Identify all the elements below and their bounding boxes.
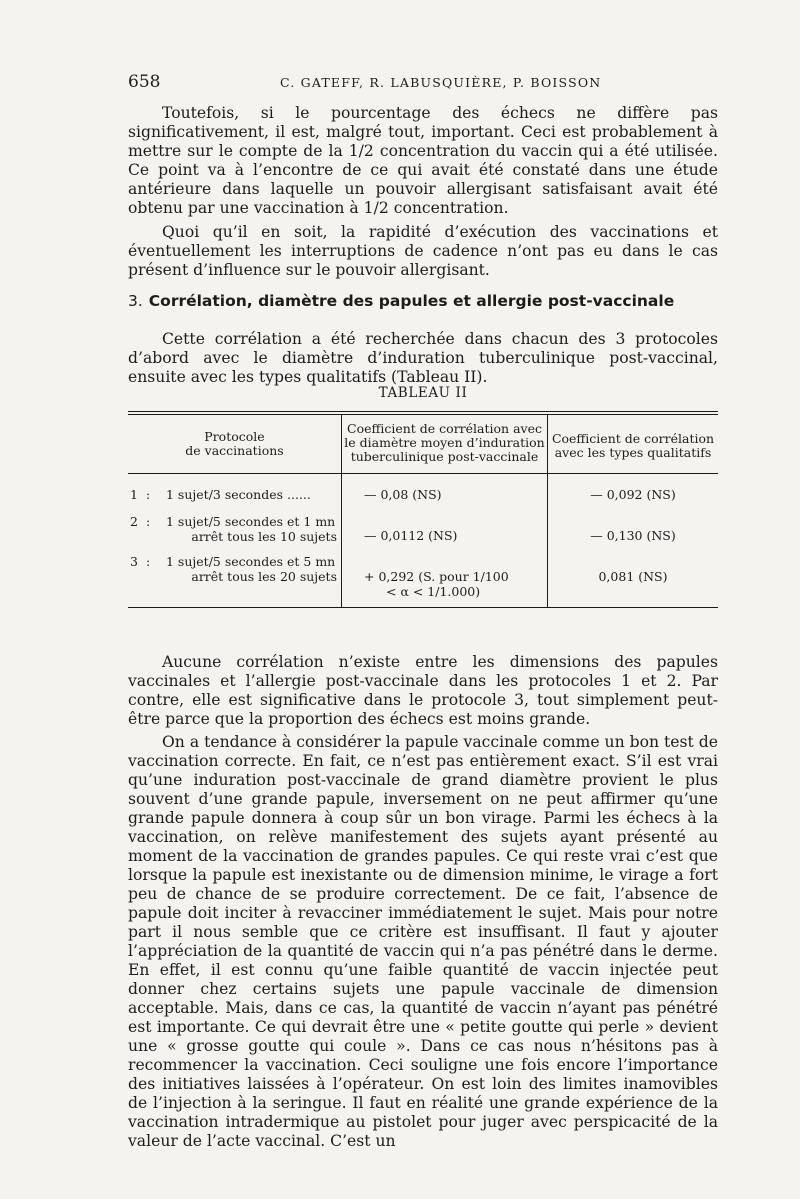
- row-corr-types: — 0,130 (NS): [590, 528, 676, 543]
- section-number: 3.: [128, 292, 143, 310]
- section-title: Corrélation, diamètre des papules et allergie post-vaccinale: [148, 292, 675, 310]
- row-corr-types: 0,081 (NS): [598, 569, 668, 584]
- row-sep: :: [146, 554, 151, 569]
- row-corr-diameter: + 0,292 (S. pour 1/100 < α < 1/1.000): [364, 569, 509, 599]
- table-header-rule: [128, 473, 718, 474]
- running-title: C. GATEFF, R. LABUSQUIÈRE, P. BOISSON: [280, 75, 602, 90]
- header-corr-diameter: Coefficient de corrélation avec le diamètre moyen d’induration tuberculinique post-vaccinale: [344, 421, 545, 464]
- row-number: 3: [130, 554, 138, 569]
- table-bottom-rule: [128, 607, 718, 608]
- paragraph: On a tendance à considérer la papule vaccinale comme un bon test de vaccination correcte. En fait, ce n’est pas entièrement exact. S’il est vrai qu’une induration post-vaccinale de grand diamètre provient le plus souvent d’une grande papule, inversement on ne peut affirmer qu’une grande papule donnera à coup sûr un bon virage. Parmi les échecs à la vaccination, on relève manifestement des sujets ayant présenté au moment de la vaccination de grandes papules. Ce qui reste vrai c’est que lorsque la papule est inexistante ou de dimension minime, le virage a fort peu de chance de se produire correctement. De ce fait, l’absence de papule doit inciter à revacciner immédiatement le sujet. Mais pour notre part il nous semble que ce critère est insuffisant. Il faut y ajouter l’appréciation de la quantité de vaccin qui n’a pas pénétré dans le derme. En effet, il est connu qu’une faible quantité de vaccin injectée peut donner chez certains sujets une papule vaccinale de dimension acceptable. Mais, dans ce cas, la quantité de vaccin n’ayant pas pénétré est importante. Ce qui devrait être une « petite goutte qui perle » devient une « grosse goutte qui coule ». Dans ce cas nous n’hésitons pas à recommencer la vaccination. Ceci souligne une fois encore l’importance des initiatives laissées à l’opérateur. On est loin des limites inamovibles de l’injection à la seringue. Il faut en réalité une grande expérience de la vaccination intradermique au pistolet pour juger avec perspicacité de la valeur de l’acte vaccinal. C’est un: [128, 733, 718, 1150]
- page-number: 658: [128, 72, 161, 92]
- results-table: [128, 411, 718, 611]
- paragraph: Quoi qu’il en soit, la rapidité d’exécution des vaccinations et éventuellement les interruptions de cadence n’ont pas eu dans le cas présent d’influence sur le pouvoir allergisant.: [128, 223, 718, 279]
- paragraph: Toutefois, si le pourcentage des échecs ne diffère pas significativement, il est, malgré tout, important. Ceci est probablement à mettre sur le compte de la 1/2 concentration du vaccin qui a été utilisée. Ce point va à l’encontre de ce qui avait été constaté dans une étude antérieure dans laquelle un pouvoir allergisant satisfaisant avait été obtenu par une vaccination à 1/2 concentration.: [128, 104, 718, 217]
- row-sep: :: [146, 487, 151, 502]
- section-heading: [128, 292, 718, 310]
- row-number: 1: [130, 487, 138, 502]
- section-text: [128, 330, 718, 387]
- row-sep: :: [146, 514, 151, 529]
- header-protocol: Protocole de vaccinations: [185, 429, 284, 458]
- row-corr-diameter: — 0,0112 (NS): [364, 528, 458, 543]
- header-corr-types: Coefficient de corrélation avec les types qualitatifs: [551, 431, 715, 460]
- paragraph: Aucune corrélation n’existe entre les dimensions des papules vaccinales et l’allergie post-vaccinale dans les protocoles 1 et 2. Par contre, elle est significative dans le protocole 3, tout simplement peut-être parce que la proportion des échecs est moins grande.: [128, 653, 718, 728]
- row-protocol: 1 sujet/3 secondes ......: [166, 487, 311, 502]
- row-corr-diameter: — 0,08 (NS): [364, 487, 442, 502]
- row-corr-types: — 0,092 (NS): [590, 487, 676, 502]
- row-number: 2: [130, 514, 138, 529]
- table-label: TABLEAU II: [378, 385, 468, 401]
- row-protocol: 1 sujet/5 secondes et 1 mn arrêt tous les 10 sujets: [166, 514, 337, 544]
- intro-text: [128, 104, 718, 280]
- table-top-rule-double: [128, 414, 718, 415]
- table-top-rule: [128, 411, 718, 412]
- closing-text: [128, 653, 718, 1151]
- row-protocol: 1 sujet/5 secondes et 5 mn arrêt tous les 20 sujets: [166, 554, 337, 584]
- paragraph: Cette corrélation a été recherchée dans chacun des 3 protocoles d’abord avec le diamètre d’induration tuberculinique post-vaccinal, ensuite avec les types qualitatifs (Tableau II).: [128, 330, 718, 386]
- running-head: [128, 72, 718, 94]
